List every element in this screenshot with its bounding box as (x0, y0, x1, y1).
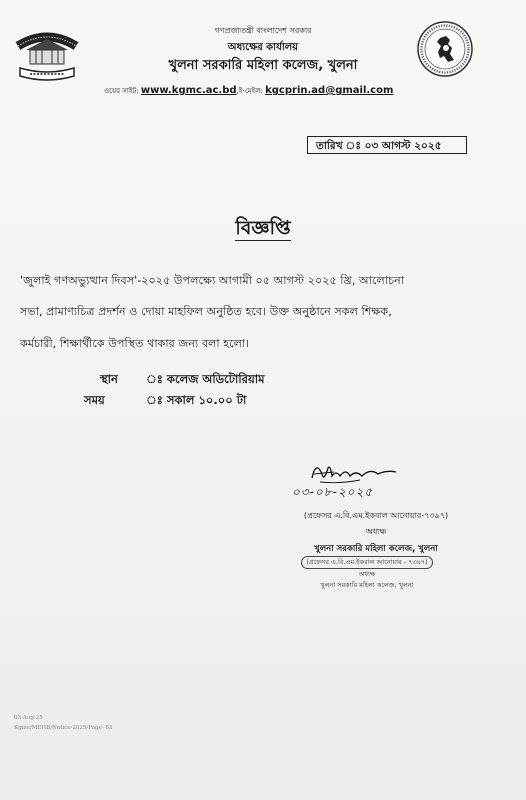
contact-line (104, 85, 393, 97)
notice-title-text: বিজ্ঞপ্তি (235, 217, 291, 239)
office-name: অধ্যক্ষের কার্যালয় (227, 42, 299, 53)
footer-reference: Kgmc/MEHB/Notice-2025/Page- 63 (14, 725, 113, 731)
government-name: গণপ্রজাতন্ত্রী বাংলাদেশ সরকার (214, 26, 312, 35)
college-name: খুলনা সরকারি মহিলা কলেজ, খুলনা (168, 58, 358, 73)
body-line-2: সভা, প্রামাণ্যচিত্র প্রদর্শন ও দোয়া মাহফিল অনুষ্ঠিত হবে। উক্ত অনুষ্ঠানে সকল শিক্ষক, (20, 305, 392, 318)
notice-title (0, 214, 526, 246)
place-value: ঃ কলেজ অডিটোরিয়াম (146, 372, 265, 386)
time-label: সময় (84, 393, 105, 407)
place-label: স্থান (100, 372, 118, 386)
body-line-1: 'জুলাই গণঅভ্যুত্থান দিবস'-২০২৫ উপলক্ষ্যে আগামী ০৫ আগস্ট ২০২৫ খ্রি, আলোচনা (20, 274, 405, 287)
footer-date: 03-Aug-25 (14, 715, 43, 721)
stamp-name: (প্রফেসর এ.বি.এম.ইকবাল আনোয়ার - ৭৩৯৭) (301, 556, 432, 569)
official-stamp (292, 556, 442, 591)
email-label: ,ই-মেইল: (236, 87, 263, 95)
notice-date: তারিখ ঃ ০৩ আগস্ট ২০২৫ (307, 136, 467, 154)
website-link[interactable]: www.kgmc.ac.bd (140, 85, 237, 96)
website-label: ওয়েব সাইট: (104, 87, 139, 95)
time-value: ঃ সকাল ১০.০০ টা (146, 393, 247, 407)
signatory-designation: অধ্যক্ষ (365, 527, 387, 536)
stamp-college: খুলনা সরকারি মহিলা কলেজ, খুলনা (320, 581, 414, 589)
stamp-designation: অধ্যক্ষ (358, 570, 376, 578)
signatory-college: খুলনা সরকারি মহিলা কলেজ, খুলনা (314, 544, 438, 554)
signatory-name: (প্রফেসর এ.বি.এম.ইকবাল আনোয়ার-৭৩৯৭) (303, 511, 449, 520)
signature-date: ০৩-০৮-২০২৫ (292, 485, 374, 499)
email-link[interactable]: kgcprin.ad@gmail.com (265, 85, 394, 96)
body-line-3: কর্মচারী, শিক্ষার্থীকে উপস্থিত থাকার জন্য বলা হলো। (20, 337, 250, 350)
